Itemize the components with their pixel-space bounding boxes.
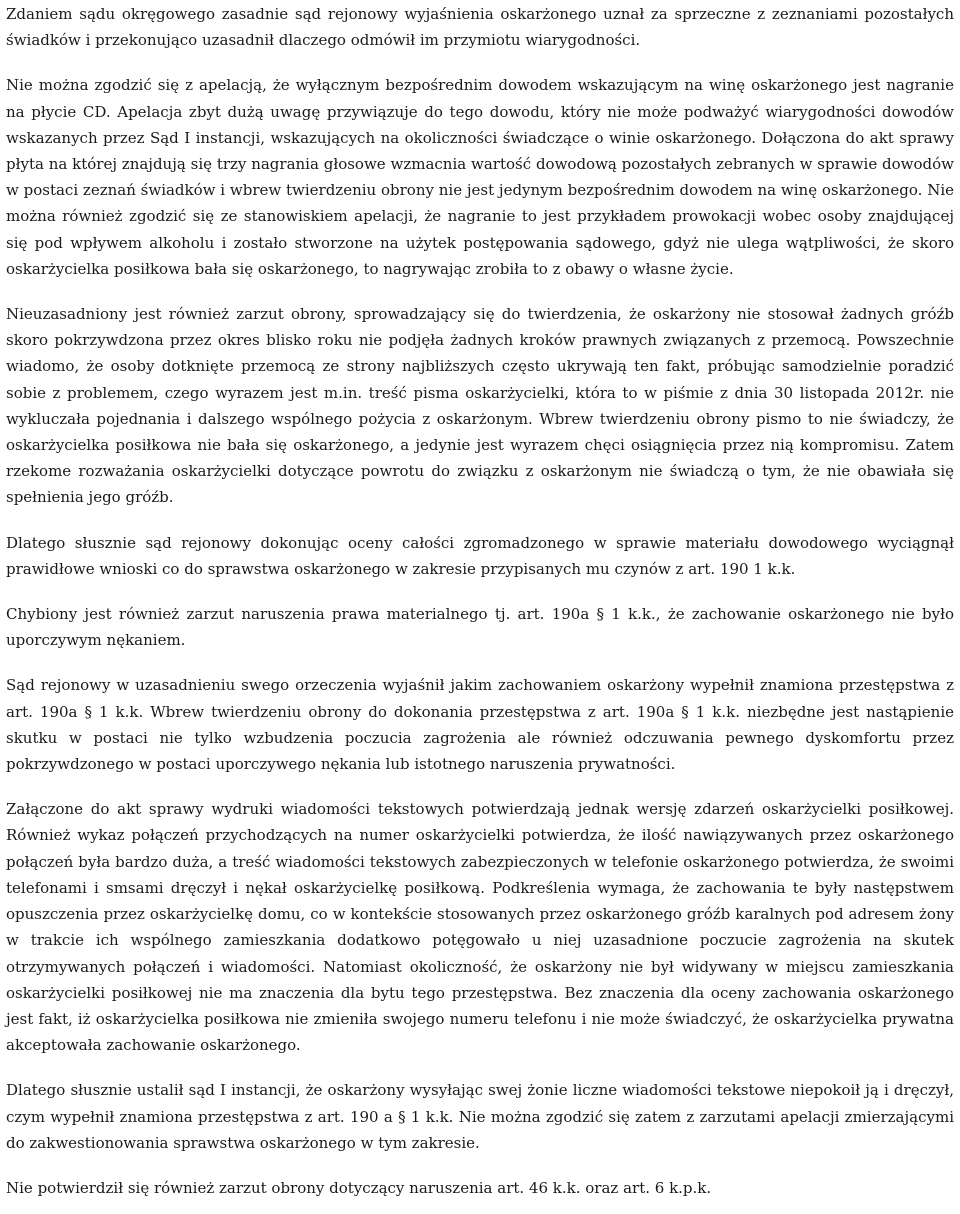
paragraph-threats: Nieuzasadniony jest również zarzut obrony, sprowadzający się do twierdzenia, że oskarżony nie stosował żadnych gróźb skoro pokrzywdzona przez okres blisko roku nie podjęła żadnych kroków prawnych związanych z przemocą. Powszechnie wiadomo, że osoby dotknięte przemocą ze strony najbliższych często ukrywają ten fakt, próbując samodzielnie poradzić sobie z problemem, czego wyrazem jest m.in. treść pisma oskarżycielki, która to w piśmie z dnia 30 listopada 2012r. nie wykluczała pojednania i dalszego wspólnego pożycia z oskarżonym. Wbrew twierdzeniu obrony pismo to nie świadczy, że oskarżycielka posiłkowa nie bała się oskarżonego, a jedynie jest wyrazem chęci osiągnięcia przez nią kompromisu. Zatem rzekome rozważania oskarżycielki dotyczące powrotu do związku z oskarżonym nie świadczą o tym, że nie obawiała się spełnienia jego gróźb. xyxy=(6,305,954,507)
paragraph-material-law: Chybiony jest również zarzut naruszenia prawa materialnego tj. art. 190a § 1 k.k., że zachowanie oskarżonego nie było uporczywym nękaniem. xyxy=(6,605,954,650)
paragraph-art-46: Nie potwierdził się również zarzut obrony dotyczący naruszenia art. 46 k.k. oraz art. 6 k.p.k. xyxy=(6,1178,712,1197)
paragraph-conclusion-art-190: Dlatego słusznie sąd rejonowy dokonując oceny całości zgromadzonego w sprawie materiału dowodowego wyciągnął prawidłowe wnioski co do sprawstwa oskarżonego w zakresie przypisanych mu czynów z art. 190 1 k.k. xyxy=(6,533,954,578)
paragraph-art-190a: Sąd rejonowy w uzasadnieniu swego orzeczenia wyjaśnił jakim zachowaniem oskarżony wypełnił znamiona przestępstwa z art. 190a § 1 k.k. Wbrew twierdzeniu obrony do dokonania przestępstwa z art. 190a § 1 k.k. niezbędne jest nastąpienie skutku w postaci nie tylko wzbudzenia poczucia zagrożenia ale również odczuwania pewnego dyskomfortu przez pokrzywdzonego w postaci uporczywego nękania lub istotnego naruszenia prywatności. xyxy=(6,676,954,774)
paragraph-harassment-finding: Dlatego słusznie ustalił sąd I instancji, że oskarżony wysyłając swej żonie liczne wiadomości tekstowe niepokoił ją i dręczył, czym wypełnił znamiona przestępstwa z art. 190 a § 1 k.k. Nie można zgodzić się zatem z zarzutami apelacji zmierzającymi do zakwestionowania sprawstwa oskarżonego w tym zakresie. xyxy=(6,1081,954,1152)
paragraph-text-messages: Załączone do akt sprawy wydruki wiadomości tekstowych potwierdzają jednak wersję zdarzeń oskarżycielki posiłkowej. Również wykaz połączeń przychodzących na numer oskarżycielki potwierdza, że ilość nawiązywanych przez oskarżonego połączeń była bardzo duża, a treść wiadomości tekstowych zabezpieczonych w telefonie oskarżonego potwierdza, że swoimi telefonami i smsami dręczył i nękał oskarżycielkę posiłkową. Podkreślenia wymaga, że zachowania te były następstwem opuszczenia przez oskarżycielkę domu, co w kontekście stosowanych przez oskarżonego gróźb karalnych pod adresem żony w trakcie ich wspólnego zamieszkania dodatkowo potęgowało u niej uzasadnione poczucie zagrożenia na skutek otrzymywanych połączeń i wiadomości. Natomiast okoliczność, że oskarżony nie był widywany w miejscu zamieszkania oskarżycielki posiłkowej nie ma znaczenia dla bytu tego przestępstwa. Bez znaczenia dla oceny zachowania oskarżonego jest fakt, iż oskarżycielka posiłkowa nie zmieniła swojego numeru telefonu i nie może świadczyć, że oskarżycielka prywatna akceptowała zachowanie oskarżonego. xyxy=(6,800,954,1055)
paragraph-cd-recording: Nie można zgodzić się z apelacją, że wyłącznym bezpośrednim dowodem wskazującym na winę oskarżonego jest nagranie na płycie CD. Apelacja zbyt dużą uwagę przywiązuje do tego dowodu, który nie może podważyć wiarygodności dowodów wskazanych przez Sąd I instancji, wskazujących na okoliczności świadczące o winie oskarżonego. Dołączona do akt sprawy płyta na której znajdują się trzy nagrania głosowe wzmacnia wartość dowodową pozostałych zebranych w sprawie dowodów w postaci zeznań świadków i wbrew twierdzeniu obrony nie jest jedynym bezpośrednim dowodem na winę oskarżonego. Nie można również zgodzić się ze stanowiskiem apelacji, że nagranie to jest przykładem prowokacji wobec osoby znajdującej się pod wpływem alkoholu i zostało stworzone na użytek postępowania sądowego, gdyż nie ulega wątpliwości, że skoro oskarżycielka posiłkowa bała się oskarżonego, to nagrywając zrobiła to z obawy o własne życie. xyxy=(6,76,954,278)
paragraph-credibility: Zdaniem sądu okręgowego zasadnie sąd rejonowy wyjaśnienia oskarżonego uznał za sprzeczne z zeznaniami pozostałych świadków i przekonująco uzasadnił dlaczego odmówił im przymiotu wiarygodności. xyxy=(6,5,954,50)
